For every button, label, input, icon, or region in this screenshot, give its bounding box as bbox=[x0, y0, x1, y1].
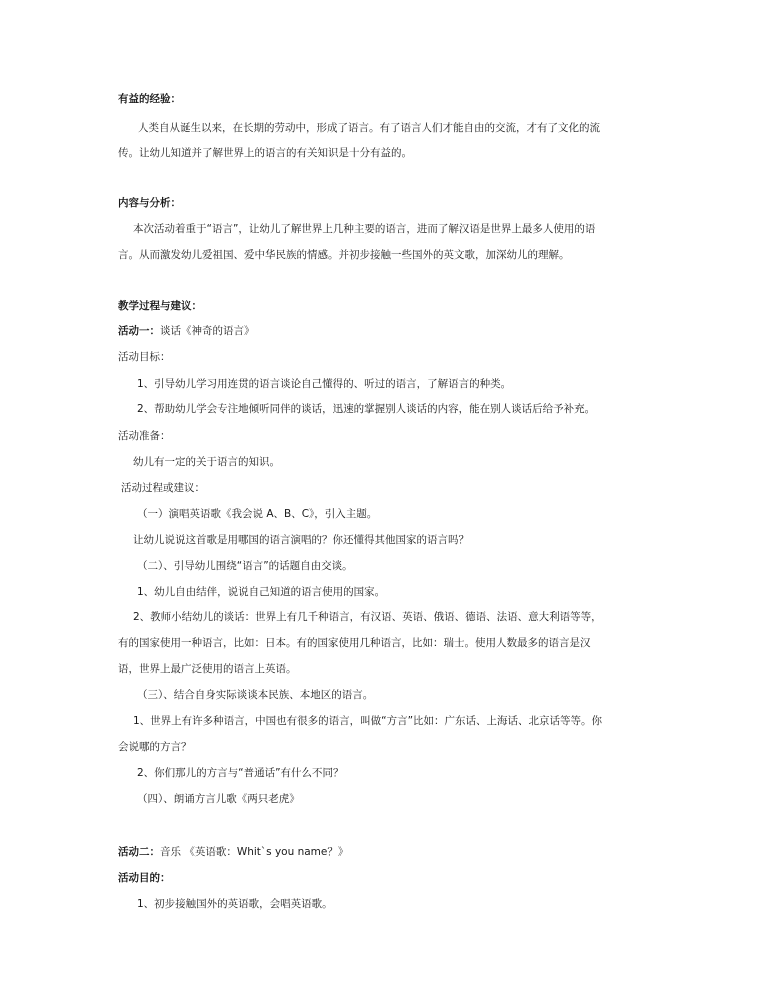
heading-experience: 有益的经验： bbox=[118, 93, 181, 105]
activity-1-prep-text: 幼儿有一定的关于语言的知识。 bbox=[133, 456, 280, 468]
activity-1-goal-label: 活动目标： bbox=[118, 351, 171, 363]
activity-1-step-3-item-1-line-1: 1、世界上有许多种语言，中国也有很多的语言，叫做“方言”比如：广东话、上海话、北京话等等。你 bbox=[133, 715, 603, 727]
activity-2-prefix: 活动二： bbox=[118, 846, 160, 858]
activity-1-step-3-item-2: 2、你们那儿的方言与“普通话”有什么不同？ bbox=[137, 767, 344, 779]
activity-1-step-1-question: 让幼儿说说这首歌是用哪国的语言演唱的？你还懂得其他国家的语言吗？ bbox=[133, 534, 469, 546]
activity-1-step-2-item-1: 1、幼儿自由结伴，说说自己知道的语言使用的国家。 bbox=[137, 586, 386, 598]
activity-1-prefix: 活动一： bbox=[118, 325, 160, 337]
activity-1-step-2: （二）、引导幼儿围绕“语言”的话题自由交谈。 bbox=[137, 560, 353, 572]
activity-1-step-2-item-2-line-2: 有的国家使用一种语言，比如：日本。有的国家使用几种语言，比如：瑞士。使用人数最多的语言是汉 bbox=[118, 637, 591, 649]
activity-1-goal-1: 1、引导幼儿学习用连贯的语言谈论自己懂得的、听过的语言，了解语言的种类。 bbox=[137, 378, 512, 390]
activity-1-step-2-item-2-line-3: 语，世界上最广泛使用的语言上英语。 bbox=[118, 663, 297, 675]
heading-analysis: 内容与分析： bbox=[118, 197, 181, 209]
activity-1-name: 谈话《神奇的语言》 bbox=[160, 325, 255, 337]
activity-1-title bbox=[118, 324, 670, 338]
activity-1-step-3-item-1-line-2: 会说哪的方言？ bbox=[118, 741, 192, 753]
analysis-paragraph-line-1: 本次活动着重于“语言”，让幼儿了解世界上几种主要的语言，进而了解汉语是世界上最多人使用的语 bbox=[133, 223, 596, 235]
heading-process: 教学过程与建议： bbox=[118, 300, 202, 312]
activity-1-proc-label: 活动过程或建议： bbox=[121, 482, 205, 494]
activity-2-goal-1: 1、初步接触国外的英语歌，会唱英语歌。 bbox=[137, 898, 333, 910]
activity-1-goal-2: 2、帮助幼儿学会专注地倾听同伴的谈话，迅速的掌握别人谈话的内容，能在别人谈话后给予补充。 bbox=[137, 403, 596, 415]
activity-1-step-2-item-2-line-1: 2、教师小结幼儿的谈话：世界上有几千种语言，有汉语、英语、俄语、德语、法语、意大利语等等， bbox=[133, 611, 602, 623]
activity-1-step-1: （一）演唱英语歌《我会说 A、B、C》，引入主题。 bbox=[137, 508, 378, 520]
activity-2-goal-label: 活动目的： bbox=[118, 872, 171, 884]
activity-2-title bbox=[118, 845, 670, 859]
activity-1-step-4: （四）、朗诵方言儿歌《两只老虎》 bbox=[137, 793, 300, 805]
experience-paragraph-line-1: 人类自从诞生以来，在长期的劳动中，形成了语言。有了语言人们才能自由的交流，才有了文化的流 bbox=[138, 122, 600, 134]
activity-1-prep-label: 活动准备： bbox=[118, 430, 171, 442]
analysis-paragraph-line-2: 言。从而激发幼儿爱祖国、爱中华民族的情感。并初步接触一些国外的英文歌，加深幼儿的理解。 bbox=[118, 249, 570, 261]
activity-1-step-3: （三）、结合自身实际谈谈本民族、本地区的语言。 bbox=[137, 689, 374, 701]
experience-paragraph-line-2: 传。让幼儿知道并了解世界上的语言的有关知识是十分有益的。 bbox=[118, 147, 412, 159]
activity-2-name: 音乐 《英语歌：Whit`s you name？》 bbox=[160, 846, 349, 858]
